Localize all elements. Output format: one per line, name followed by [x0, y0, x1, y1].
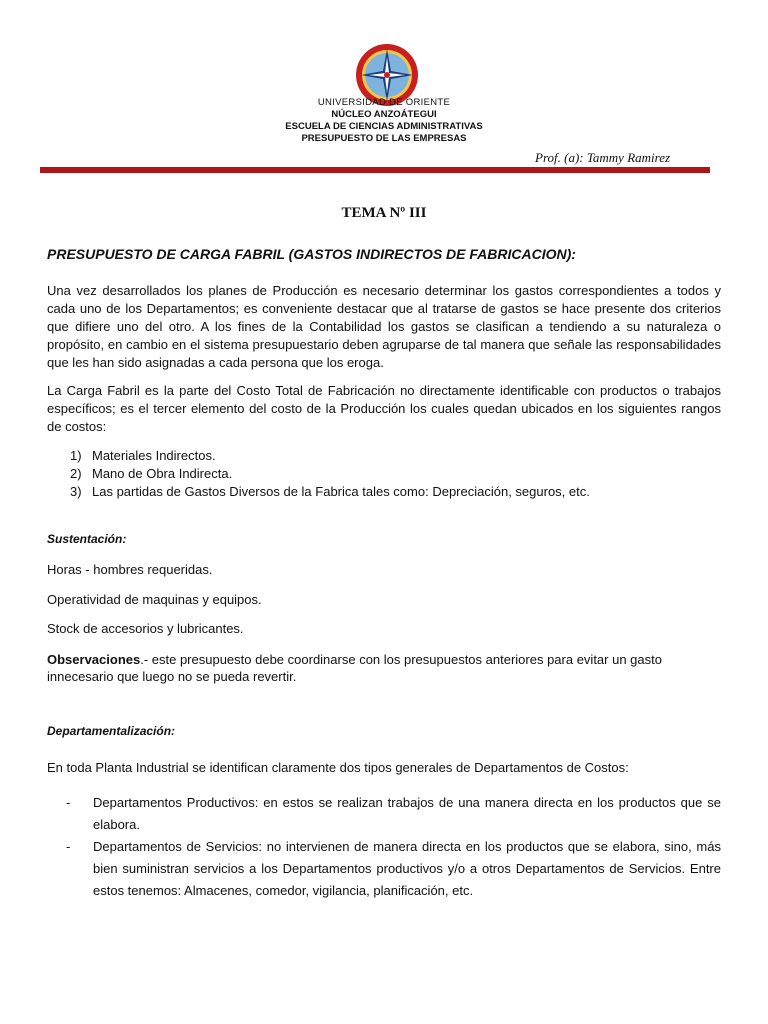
university-name: UNIVERSIDAD DE ORIENTE [317, 97, 451, 108]
course-name: PRESUPUESTO DE LAS EMPRESAS [301, 133, 467, 144]
institution-header [234, 97, 534, 145]
list-item: 2) Mano de Obra Indirecta. [70, 466, 233, 481]
observaciones-paragraph [47, 651, 721, 685]
sustentacion-line: Operatividad de maquinas y equipos. [47, 592, 262, 607]
departamentalizacion-heading: Departamentalización: [47, 724, 176, 738]
departamentos-intro: En toda Planta Industrial se identifican claramente dos tipos generales de Departamentos de Costos: [47, 760, 629, 775]
sustentacion-line: Horas - hombres requeridas. [47, 562, 213, 577]
list-item: - Departamentos Productivos: en estos se realizan trabajos de una manera directa en los productos que se elabora. [66, 795, 721, 832]
list-item: 3) Las partidas de Gastos Diversos de la Fabrica tales como: Depreciación, seguros, etc. [70, 484, 590, 499]
professor-name: Prof. (a): Tammy Ramirez [535, 150, 671, 165]
list-item: 1) Materiales Indirectos. [70, 448, 216, 463]
school-name: ESCUELA DE CIENCIAS ADMINISTRATIVAS [285, 121, 483, 132]
observaciones-label: Observaciones [47, 652, 141, 667]
paragraph-2: La Carga Fabril es la parte del Costo Total de Fabricación no directamente identificable con productos o trabajos específicos; es el tercer elemento del costo de la Producción los cuales quedan ubicados en los siguientes rangos de costos: [47, 383, 721, 434]
doc-subtitle: PRESUPUESTO DE CARGA FABRIL (GASTOS INDIRECTOS DE FABRICACION): [47, 246, 576, 262]
list-item: - Departamentos de Servicios: no intervienen de manera directa en los productos que se elabora, sino, más bien suministran servicios a los Departamentos productivos y/o a otros Departamentos de Servicios. Entre estos tenemos: Almacenes, comedor, vigilancia, planificación, etc. [66, 839, 721, 898]
sustentacion-line: Stock de accesorios y lubricantes. [47, 621, 244, 636]
nucleo-name: NÚCLEO ANZOÁTEGUI [331, 109, 437, 120]
cost-range-list [70, 447, 720, 501]
sustentacion-heading: Sustentación: [47, 532, 127, 546]
department-types-list [66, 792, 721, 902]
paragraph-1: Una vez desarrollados los planes de Producción es necesario determinar los gastos correspondientes a todos y cada uno de los Departamentos; es conveniente destacar que al tratarse de gastos se hace presente dos criterios que difiere uno del otro. A los fines de la Contabilidad los gastos se clasifican a tendiendo a su naturaleza o propósito, en cambio en el sistema presupuestario deben agruparse de tal manera que señale las responsabilidades que les han sido asignadas a cada persona que los eroga. [47, 283, 721, 370]
doc-title: TEMA Nº III [341, 205, 427, 221]
header-divider [40, 167, 710, 173]
observaciones-text: .- este presupuesto debe coordinarse con los presupuestos anteriores para evitar un gasto innecesario que luego no se pueda revertir. [47, 652, 662, 684]
